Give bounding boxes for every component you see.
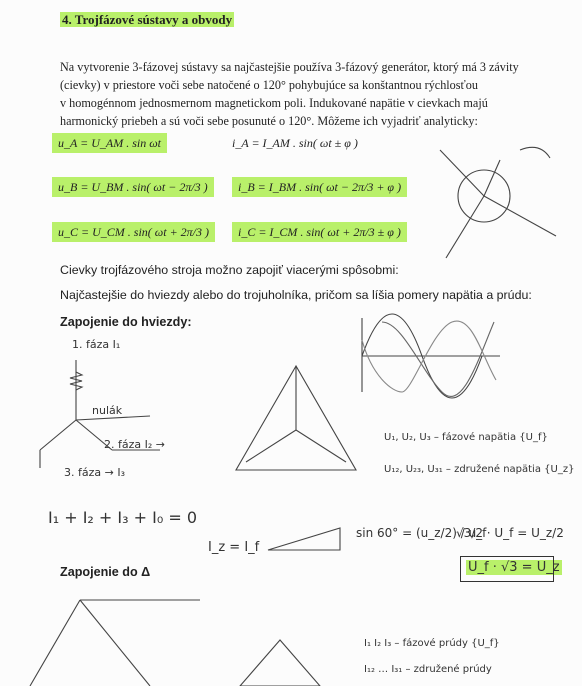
note-result: U_f · √3 = U_z bbox=[468, 560, 560, 575]
equation-uC: u_C = U_CM . sin( ωt + 2π/3 ) bbox=[52, 225, 215, 240]
note-line-voltages: U₁₂, U₂₃, U₃₁ – združené napätia {U_z} bbox=[384, 464, 575, 475]
sine-waveforms bbox=[362, 314, 500, 398]
note-phase3: 3. fáza → I₃ bbox=[64, 466, 125, 479]
note-kcl: I₁ + I₂ + I₃ + I₀ = 0 bbox=[48, 508, 198, 527]
star-section-title: Zapojenie do hviezdy: bbox=[60, 315, 192, 329]
intro-line-3: v homogénnom jednosmernom magnetickom poli. Indukované napätie v cievkach majú bbox=[60, 96, 488, 110]
note-phase1: 1. fáza I₁ bbox=[72, 338, 121, 351]
star-triangle-sketch bbox=[236, 366, 356, 470]
equation-uA: u_A = U_AM . sin ωt bbox=[52, 136, 167, 151]
note-iz: I_z = I_f bbox=[208, 540, 260, 555]
delta-connection-sketch bbox=[30, 600, 320, 686]
intro-line-2: (cievky) v priestore voči sebe natočené o 120° pohybujúce sa konštantnou rýchlosťou bbox=[60, 78, 478, 92]
star-connection-sketch bbox=[40, 360, 160, 468]
note-phase-voltages: U₁, U₂, U₃ – fázové napätia {U_f} bbox=[384, 432, 548, 443]
intro-line-1: Na vytvorenie 3-fázovej sústavy sa najčastejšie používa 3-fázový generátor, ktorý má 3 závity bbox=[60, 60, 519, 74]
equation-uB: u_B = U_BM . sin( ωt − 2π/3 ) bbox=[52, 180, 214, 195]
right-triangle-sketch bbox=[268, 528, 340, 550]
connect-text: Cievky trojfázového stroja možno zapojiť viacerými spôsobmi: bbox=[60, 263, 399, 277]
delta-section-title: Zapojenie do Δ bbox=[60, 565, 151, 579]
intro-line-4: harmonický priebeh a sú voči sebe posunuté o 120°. Môžeme ich vyjadriť analyticky: bbox=[60, 114, 478, 128]
phasor-diagram bbox=[440, 147, 556, 258]
section-heading: 4. Trojfázové sústavy a obvody bbox=[62, 12, 233, 27]
note-sqrt3: √3/2 · U_f = U_z/2 bbox=[456, 526, 564, 540]
equation-iA: i_A = I_AM . sin( ωt ± φ ) bbox=[232, 136, 358, 150]
note-line-currents: I₁₂ … I₃₁ – združené prúdy bbox=[364, 664, 492, 675]
note-sin60: sin 60° = (u_z/2) / u_f bbox=[356, 526, 487, 540]
note-phase-currents: I₁ I₂ I₃ – fázové prúdy {U_f} bbox=[364, 638, 500, 649]
common-text: Najčastejšie do hviezdy alebo do trojuholníka, pričom sa líšia pomery napätia a prúdu: bbox=[60, 288, 532, 302]
note-phase2: 2. fáza I₂ → bbox=[104, 438, 165, 451]
equation-iB: i_B = I_BM . sin( ωt − 2π/3 + φ ) bbox=[232, 180, 407, 195]
equation-iC: i_C = I_CM . sin( ωt + 2π/3 ± φ ) bbox=[232, 225, 407, 240]
note-neutral: nulák bbox=[92, 404, 123, 417]
